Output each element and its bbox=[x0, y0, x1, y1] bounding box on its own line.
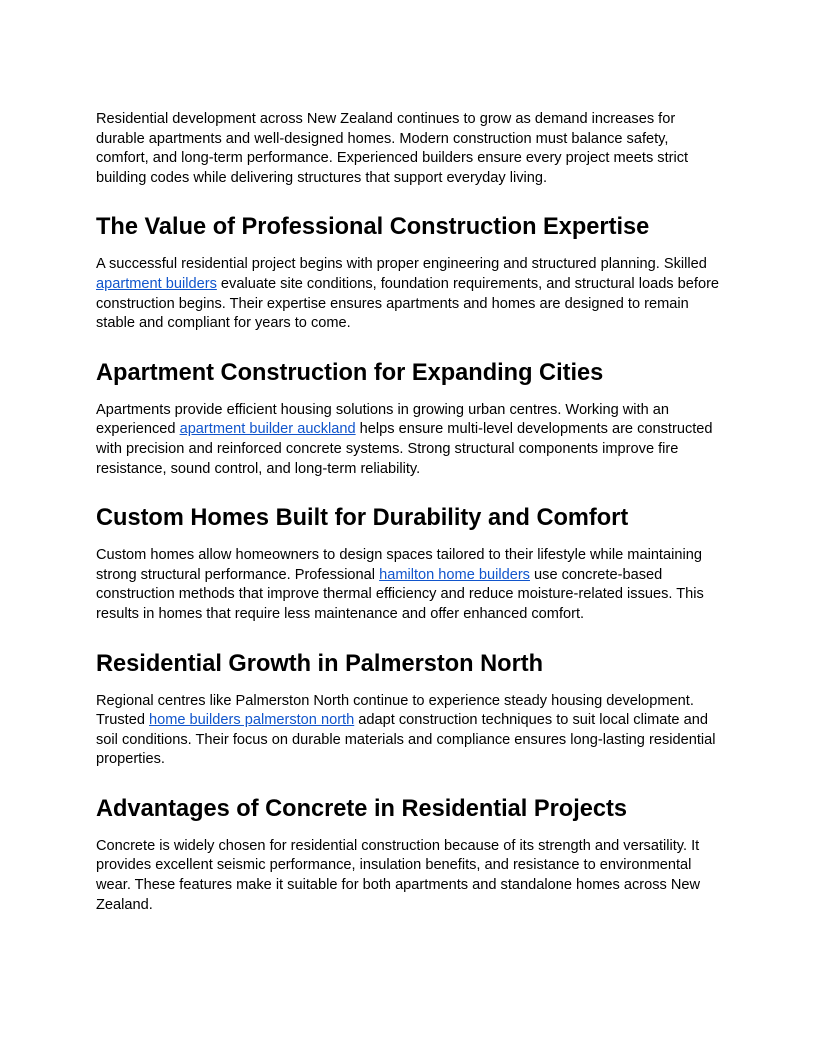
section-heading: Custom Homes Built for Durability and Comfort bbox=[96, 505, 629, 532]
paragraph-text: Custom homes allow homeowners to design spaces tailored to their lifestyle while maintaining strong structural performance. Professional bbox=[96, 547, 702, 583]
section-paragraph bbox=[96, 546, 722, 624]
paragraph-text: Regional centres like Palmerston North continue to experience steady housing development. Trusted bbox=[96, 692, 694, 729]
section-custom-homes bbox=[96, 503, 722, 624]
section-concrete-advantages bbox=[96, 794, 722, 915]
paragraph-text: evaluate site conditions, foundation requirements, and structural loads before construction begins. Their expertise ensures apartments and homes are designed to remain stable and compliant for years to come. bbox=[96, 275, 720, 332]
section-heading: Apartment Construction for Expanding Cities bbox=[96, 359, 604, 386]
apartment-builders-link[interactable]: apartment builders bbox=[96, 275, 217, 292]
intro-paragraph: Residential development across New Zealand continues to grow as demand increases for durable apartments and well-designed homes. Modern construction must balance safety, comfort, and long-term performance. Experienced builders ensure every project meets strict building codes while delivering structures that support everyday living. bbox=[96, 111, 689, 186]
section-heading: Residential Growth in Palmerston North bbox=[96, 650, 544, 677]
paragraph-text: use concrete-based construction methods that improve thermal efficiency and reduce moisture-related issues. This results in homes that require less maintenance and offer enhanced comfort. bbox=[96, 566, 704, 622]
paragraph-text: A successful residential project begins with proper engineering and structured planning. Skilled bbox=[96, 256, 707, 273]
section-apartment-construction bbox=[96, 358, 722, 479]
paragraph-text: helps ensure multi-level developments are constructed with precision and reinforced concrete systems. Strong structural components improve fire resistance, sound control, and long-term reliability. bbox=[96, 421, 713, 477]
apartment-builder-auckland-link[interactable]: apartment builder auckland bbox=[179, 421, 356, 438]
section-professional-expertise bbox=[96, 212, 722, 333]
home-builders-palmerston-north-link[interactable]: home builders palmerston north bbox=[149, 712, 355, 729]
section-paragraph bbox=[96, 692, 722, 770]
section-palmerston-north bbox=[96, 649, 722, 770]
document-page bbox=[96, 110, 722, 915]
section-paragraph bbox=[96, 401, 722, 479]
section-paragraph bbox=[96, 255, 722, 333]
paragraph-text: Apartments provide efficient housing solutions in growing urban centres. Working with an experienced bbox=[96, 401, 669, 438]
hamilton-home-builders-link[interactable]: hamilton home builders bbox=[379, 566, 530, 583]
section-paragraph: Concrete is widely chosen for residential construction because of its strength and versatility. It provides excellent seismic performance, insulation benefits, and resistance to environmental wear. These features make it suitable for both apartments and standalone homes across New Zealand. bbox=[96, 837, 701, 913]
paragraph-text: adapt construction techniques to suit local climate and soil conditions. Their focus on durable materials and compliance ensures long-lasting residential properties. bbox=[96, 712, 716, 768]
section-heading: Advantages of Concrete in Residential Projects bbox=[96, 795, 627, 822]
section-heading: The Value of Professional Construction Expertise bbox=[96, 214, 650, 241]
